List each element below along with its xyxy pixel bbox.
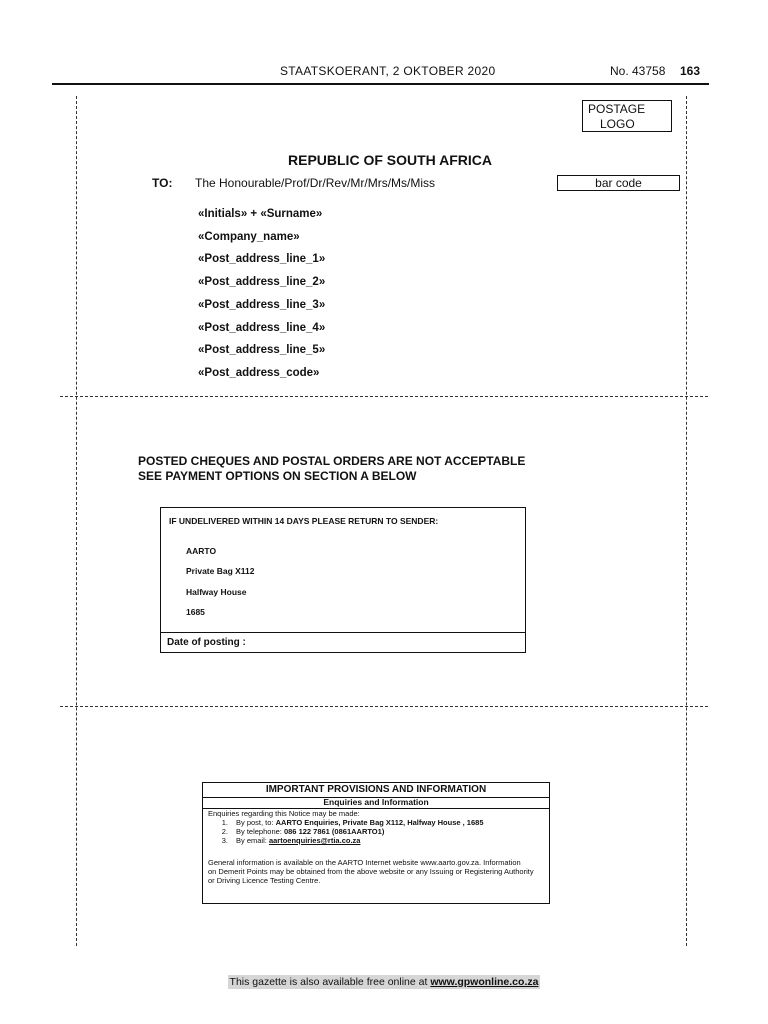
enquiry-detail: AARTO Enquiries, Private Bag X112, Halfway House , 1685 xyxy=(275,818,484,827)
fold-line-top xyxy=(60,396,708,397)
header-rule xyxy=(52,83,709,85)
footer-link[interactable]: www.gpwonline.co.za xyxy=(430,976,539,988)
address-line: «Post_address_line_1» xyxy=(198,253,326,265)
return-address-line: AARTO xyxy=(186,546,217,556)
return-to-sender-box xyxy=(160,507,526,653)
gazette-title: STAATSKOERANT, 2 OKTOBER 2020 xyxy=(280,64,496,78)
to-salutation: The Honourable/Prof/Dr/Rev/Mr/Mrs/Ms/Miss xyxy=(195,176,436,190)
gazette-number: No. 43758 xyxy=(610,64,666,78)
enquiry-item xyxy=(208,827,384,836)
enquiry-prefix: By telephone: xyxy=(236,827,282,836)
footer-text: This gazette is also available free online at xyxy=(229,976,428,988)
provisions-intro: Enquiries regarding this Notice may be made: xyxy=(208,809,360,818)
postage-logo-box xyxy=(582,100,672,132)
enquiry-number: 2. xyxy=(221,827,228,836)
to-label: TO: xyxy=(152,176,173,190)
return-address-line: Private Bag X112 xyxy=(186,566,255,576)
important-provisions-box xyxy=(202,782,550,904)
provisions-info-line: General information is available on the AARTO Internet website www.aarto.gov.za. Information xyxy=(208,858,521,867)
enquiry-number: 3. xyxy=(221,836,228,845)
republic-title: REPUBLIC OF SOUTH AFRICA xyxy=(288,152,493,168)
left-cut-line xyxy=(76,96,77,946)
enquiry-item xyxy=(208,836,360,845)
footer-banner xyxy=(228,975,540,989)
enquiry-prefix: By email: xyxy=(236,836,267,845)
provisions-subtitle: Enquiries and Information xyxy=(203,797,549,809)
provisions-info-line: on Demerit Points may be obtained from the above website or any Issuing or Registering Authority xyxy=(208,867,534,876)
address-line: «Post_address_line_3» xyxy=(198,299,326,311)
address-line: «Post_address_line_4» xyxy=(198,322,326,334)
fold-line-bottom xyxy=(60,706,708,707)
return-address-line: Halfway House xyxy=(186,587,247,597)
enquiry-number: 1. xyxy=(221,818,228,827)
address-line: «Initials» + «Surname» xyxy=(198,208,323,220)
postage-label: POSTAGE xyxy=(588,102,646,116)
address-line: «Post_address_code» xyxy=(198,367,320,379)
logo-label: LOGO xyxy=(600,117,635,131)
return-box-divider xyxy=(161,632,525,633)
payment-notice-line: SEE PAYMENT OPTIONS ON SECTION A BELOW xyxy=(138,469,417,483)
address-line: «Company_name» xyxy=(198,231,300,243)
provisions-info-line: or Driving Licence Testing Centre. xyxy=(208,876,321,885)
enquiry-prefix: By post, to: xyxy=(236,818,274,827)
address-line: «Post_address_line_5» xyxy=(198,344,326,356)
right-cut-line xyxy=(686,96,687,946)
enquiry-email-link[interactable]: aartoenquiries@rtia.co.za xyxy=(268,836,361,845)
barcode-box: bar code xyxy=(557,175,680,191)
date-of-posting-label: Date of posting : xyxy=(167,637,246,648)
return-heading: IF UNDELIVERED WITHIN 14 DAYS PLEASE RETURN TO SENDER: xyxy=(169,516,439,526)
address-line: «Post_address_line_2» xyxy=(198,276,326,288)
payment-notice-line: POSTED CHEQUES AND POSTAL ORDERS ARE NOT ACCEPTABLE xyxy=(138,454,526,468)
enquiry-item xyxy=(208,818,484,827)
page-number: 163 xyxy=(680,64,701,78)
return-address-line: 1685 xyxy=(186,607,205,617)
enquiry-detail: 086 122 7861 (0861AARTO1) xyxy=(283,827,385,836)
provisions-title: IMPORTANT PROVISIONS AND INFORMATION xyxy=(203,783,549,798)
